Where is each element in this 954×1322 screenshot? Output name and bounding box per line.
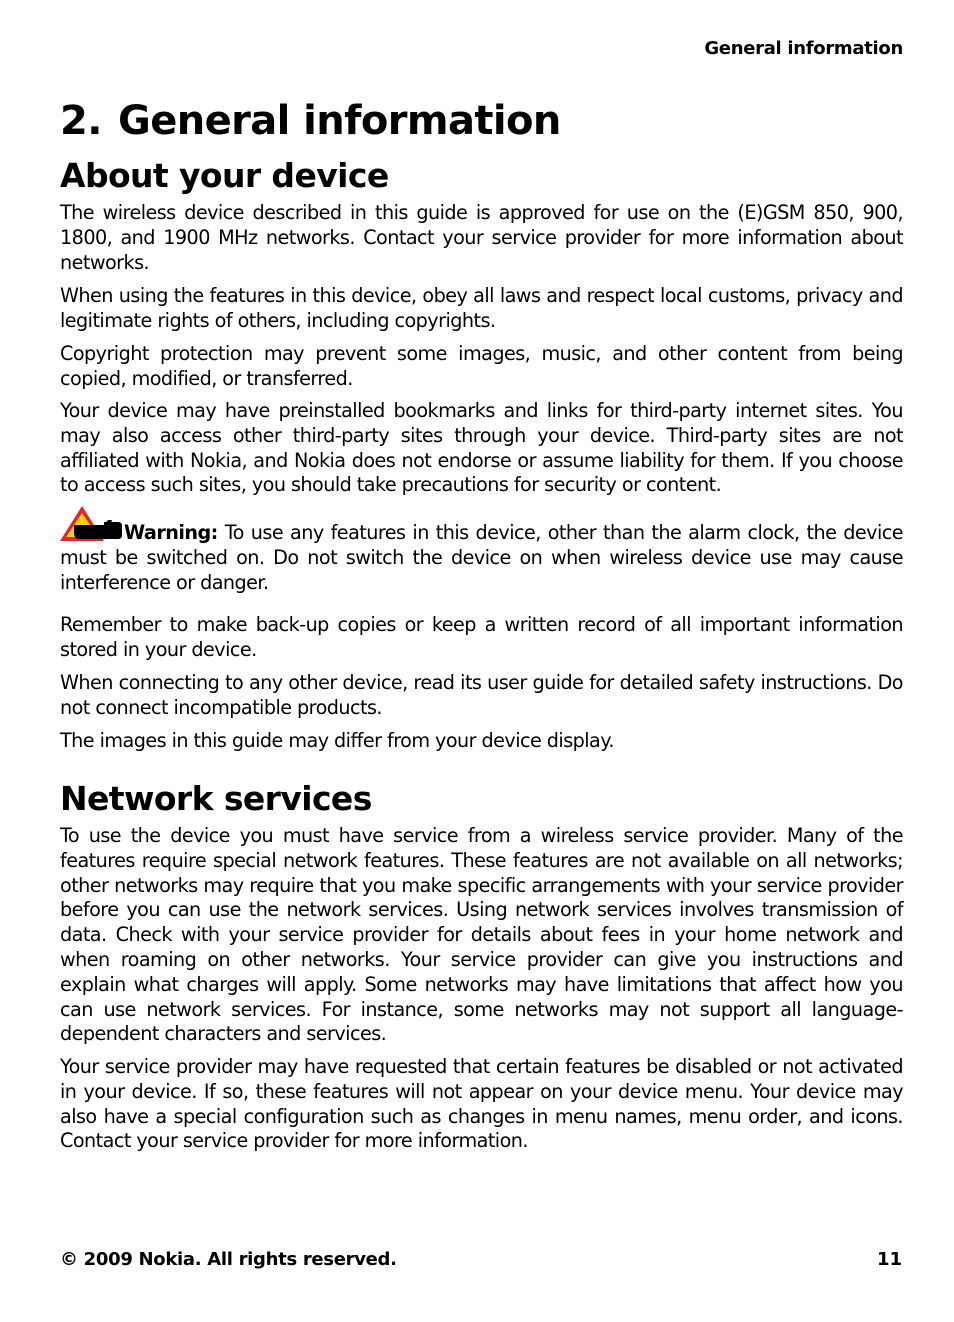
warning-text: To use any features in this device, other than the alarm clock, the device must be switched on. Do not switch the device on when wireless device use may cause interference or danger.	[60, 521, 903, 594]
section-title-about: About your device	[60, 156, 389, 195]
warning-hand-icon	[60, 505, 122, 545]
about-paragraph-4: Your device may have preinstalled bookmarks and links for third-party internet sites. You may also access other third-party sites through your device. Third-party sites are not affiliated with Nokia, and Nokia does not endorse or assume liability for them. If you choose to access such sites, you should take precautions for security or content.	[60, 399, 903, 497]
warning-note	[60, 505, 903, 595]
about-paragraph-1: The wireless device described in this guide is approved for use on the (E)GSM 850, 900, 1800, and 1900 MHz networks. Contact your service provider for more information about networks.	[60, 201, 903, 274]
about-paragraph-3: Copyright protection may prevent some images, music, and other content from being copied, modified, or transferred.	[60, 342, 903, 390]
page-number: 11	[876, 1249, 902, 1270]
about-paragraph-2: When using the features in this device, obey all laws and respect local customs, privacy and legitimate rights of others, including copyrights.	[60, 284, 903, 332]
network-paragraph-1: To use the device you must have service from a wireless service provider. Many of the features require special network features. These features are not available on all networks; other networks may require that you make specific arrangements with your service provider before you can use the network services. Using network services involves transmission of data. Check with your service provider for details about fees in your home network and when roaming on other networks. Your service provider can give you instructions and explain what charges will apply. Some networks may have limitations that affect how you can use network services. For instance, some networks may not support all language-dependent characters and services.	[60, 824, 903, 1046]
about-paragraph-5: Remember to make back-up copies or keep a written record of all important information stored in your device.	[60, 613, 903, 661]
section-title-network: Network services	[60, 779, 372, 818]
about-paragraph-7: The images in this guide may differ from your device display.	[60, 729, 614, 752]
chapter-number: 2.	[60, 98, 102, 144]
footer-copyright: © 2009 Nokia. All rights reserved.	[60, 1249, 397, 1270]
warning-label: Warning:	[124, 521, 218, 544]
about-paragraph-6: When connecting to any other device, read its user guide for detailed safety instructions. Do not connect incompatible products.	[60, 671, 903, 719]
chapter-title-text: General information	[118, 98, 561, 144]
running-head: General information	[704, 38, 903, 59]
network-paragraph-2: Your service provider may have requested that certain features be disabled or not activated in your device. If so, these features will not appear on your device menu. Your device may also have a special configuration such as changes in menu names, menu order, and icons. Contact your service provider for more information.	[60, 1055, 903, 1153]
chapter-title	[60, 98, 561, 144]
